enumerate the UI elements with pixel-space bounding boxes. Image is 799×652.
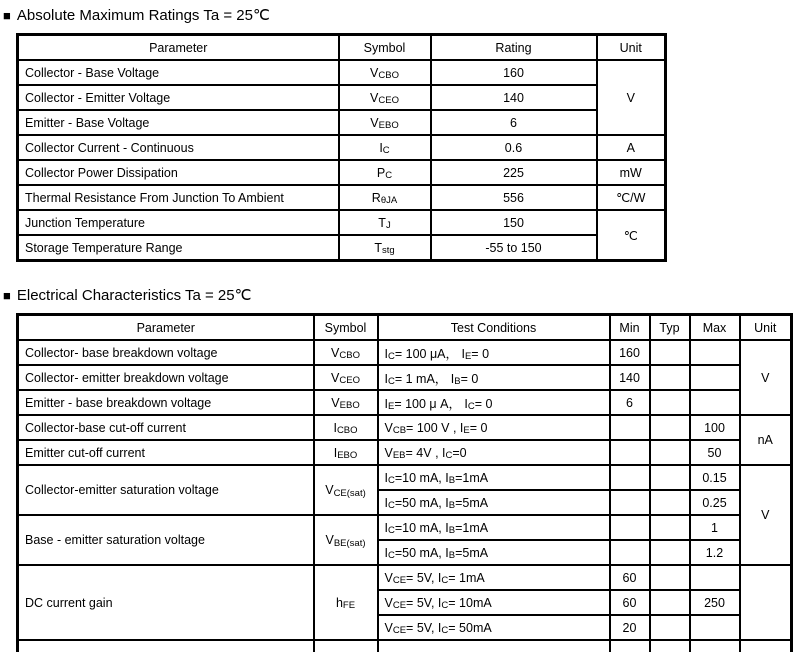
rating-cell: -55 to 150 — [431, 235, 597, 261]
ec-section-title — [3, 287, 799, 304]
typ-cell — [650, 540, 690, 565]
min-cell — [610, 515, 650, 540]
table-row — [18, 235, 666, 261]
typ-cell — [650, 490, 690, 515]
max-cell — [690, 340, 740, 365]
parameter-cell: Base - emitter saturation voltage — [18, 515, 314, 565]
ec-header-unit: Unit — [740, 315, 792, 341]
unit-cell: V — [740, 340, 792, 415]
parameter-cell — [18, 640, 314, 652]
unit-cell: nA — [740, 415, 792, 465]
unit-cell — [740, 640, 792, 652]
table-row — [18, 565, 792, 590]
table-row — [18, 415, 792, 440]
table-row — [18, 515, 792, 540]
square-bullet-icon: ■ — [3, 8, 11, 23]
min-cell — [610, 440, 650, 465]
parameter-cell: Emitter - base breakdown voltage — [18, 390, 314, 415]
table-row — [18, 185, 666, 210]
max-cell: 100 — [690, 415, 740, 440]
min-cell: 140 — [610, 365, 650, 390]
test-conditions-cell: IC= 100 μA， IE= 0 — [378, 340, 610, 365]
test-conditions-cell: VCB= 100 V , IE= 0 — [378, 415, 610, 440]
unit-cell: mW — [597, 160, 666, 185]
test-conditions-cell: VCE= 5V, IC= 50mA — [378, 615, 610, 640]
ec-header-parameter: Parameter — [18, 315, 314, 341]
table-row-cutoff — [18, 640, 792, 652]
symbol-cell: VCEO — [314, 365, 378, 390]
table-row — [18, 210, 666, 235]
max-cell: 1 — [690, 515, 740, 540]
typ-cell — [650, 340, 690, 365]
max-cell: 1.2 — [690, 540, 740, 565]
symbol-cell: IEBO — [314, 440, 378, 465]
min-cell: 60 — [610, 590, 650, 615]
parameter-cell: Collector - Base Voltage — [18, 60, 339, 85]
parameter-cell: Storage Temperature Range — [18, 235, 339, 261]
amr-header-unit: Unit — [597, 35, 666, 61]
typ-cell — [650, 440, 690, 465]
test-conditions-cell — [378, 640, 610, 652]
parameter-cell: Thermal Resistance From Junction To Ambient — [18, 185, 339, 210]
test-conditions-cell: IC=10 mA, IB=1mA — [378, 465, 610, 490]
parameter-cell: Junction Temperature — [18, 210, 339, 235]
parameter-cell: Emitter cut-off current — [18, 440, 314, 465]
ec-header-max: Max — [690, 315, 740, 341]
test-conditions-cell: IC= 1 mA， IB= 0 — [378, 365, 610, 390]
typ-cell — [650, 590, 690, 615]
ec-title-text: Electrical Characteristics Ta = 25℃ — [16, 287, 252, 304]
max-cell — [690, 365, 740, 390]
min-cell: 20 — [610, 615, 650, 640]
max-cell: 50 — [690, 440, 740, 465]
test-conditions-cell: IC=50 mA, IB=5mA — [378, 540, 610, 565]
parameter-cell: Collector-emitter saturation voltage — [18, 465, 314, 515]
parameter-cell: Collector-base cut-off current — [18, 415, 314, 440]
min-cell: 60 — [610, 565, 650, 590]
symbol-cell: IC — [339, 135, 431, 160]
typ-cell — [650, 390, 690, 415]
max-cell: 0.15 — [690, 465, 740, 490]
max-cell: 250 — [690, 590, 740, 615]
max-cell: 0.25 — [690, 490, 740, 515]
test-conditions-cell: IE= 100 μ A， IC= 0 — [378, 390, 610, 415]
unit-cell: ℃ — [597, 210, 666, 261]
table-row — [18, 110, 666, 135]
parameter-cell: Collector- emitter breakdown voltage — [18, 365, 314, 390]
symbol-cell — [314, 640, 378, 652]
typ-cell — [650, 640, 690, 652]
parameter-cell: Collector Current - Continuous — [18, 135, 339, 160]
amr-header-row — [18, 35, 666, 61]
rating-cell: 150 — [431, 210, 597, 235]
table-row — [18, 365, 792, 390]
test-conditions-cell: IC=10 mA, IB=1mA — [378, 515, 610, 540]
table-row — [18, 390, 792, 415]
test-conditions-cell: VEB= 4V , IC=0 — [378, 440, 610, 465]
unit-cell: ℃/W — [597, 185, 666, 210]
min-cell — [610, 465, 650, 490]
symbol-cell: ICBO — [314, 415, 378, 440]
max-cell — [690, 565, 740, 590]
amr-header-parameter: Parameter — [18, 35, 339, 61]
symbol-cell: hFE — [314, 565, 378, 640]
rating-cell: 6 — [431, 110, 597, 135]
max-cell — [690, 615, 740, 640]
unit-cell: V — [740, 465, 792, 565]
symbol-cell: Tstg — [339, 235, 431, 261]
symbol-cell: VCE(sat) — [314, 465, 378, 515]
absolute-maximum-ratings-table — [16, 33, 667, 262]
symbol-cell: TJ — [339, 210, 431, 235]
amr-header-rating: Rating — [431, 35, 597, 61]
ec-header-min: Min — [610, 315, 650, 341]
test-conditions-cell: IC=50 mA, IB=5mA — [378, 490, 610, 515]
symbol-cell: VCBO — [314, 340, 378, 365]
parameter-cell: Emitter - Base Voltage — [18, 110, 339, 135]
electrical-characteristics-table — [16, 313, 793, 652]
typ-cell — [650, 515, 690, 540]
ec-header-test-conditions: Test Conditions — [378, 315, 610, 341]
ec-header-symbol: Symbol — [314, 315, 378, 341]
table-row — [18, 440, 792, 465]
test-conditions-cell: VCE= 5V, IC= 10mA — [378, 590, 610, 615]
rating-cell: 140 — [431, 85, 597, 110]
unit-cell: V — [597, 60, 666, 135]
min-cell — [610, 540, 650, 565]
typ-cell — [650, 365, 690, 390]
min-cell — [610, 415, 650, 440]
table-row — [18, 340, 792, 365]
typ-cell — [650, 565, 690, 590]
unit-cell: A — [597, 135, 666, 160]
rating-cell: 556 — [431, 185, 597, 210]
table-row — [18, 60, 666, 85]
parameter-cell: Collector - Emitter Voltage — [18, 85, 339, 110]
typ-cell — [650, 465, 690, 490]
table-row — [18, 160, 666, 185]
table-row — [18, 135, 666, 160]
ec-header-row — [18, 315, 792, 341]
symbol-cell: VBE(sat) — [314, 515, 378, 565]
ec-header-typ: Typ — [650, 315, 690, 341]
symbol-cell: VCEO — [339, 85, 431, 110]
rating-cell: 160 — [431, 60, 597, 85]
unit-cell — [740, 565, 792, 640]
parameter-cell: DC current gain — [18, 565, 314, 640]
table-row — [18, 85, 666, 110]
amr-title-text: Absolute Maximum Ratings Ta = 25℃ — [16, 7, 270, 24]
max-cell — [690, 390, 740, 415]
amr-section-title — [3, 7, 799, 24]
test-conditions-cell: VCE= 5V, IC= 1mA — [378, 565, 610, 590]
symbol-cell: VEBO — [339, 110, 431, 135]
symbol-cell: VEBO — [314, 390, 378, 415]
symbol-cell: PC — [339, 160, 431, 185]
amr-header-symbol: Symbol — [339, 35, 431, 61]
rating-cell: 0.6 — [431, 135, 597, 160]
max-cell — [690, 640, 740, 652]
table-row — [18, 465, 792, 490]
rating-cell: 225 — [431, 160, 597, 185]
symbol-cell: RθJA — [339, 185, 431, 210]
min-cell: 6 — [610, 390, 650, 415]
typ-cell — [650, 615, 690, 640]
min-cell: 160 — [610, 340, 650, 365]
square-bullet-icon: ■ — [3, 288, 11, 303]
symbol-cell: VCBO — [339, 60, 431, 85]
typ-cell — [650, 415, 690, 440]
parameter-cell: Collector- base breakdown voltage — [18, 340, 314, 365]
min-cell — [610, 490, 650, 515]
parameter-cell: Collector Power Dissipation — [18, 160, 339, 185]
min-cell — [610, 640, 650, 652]
